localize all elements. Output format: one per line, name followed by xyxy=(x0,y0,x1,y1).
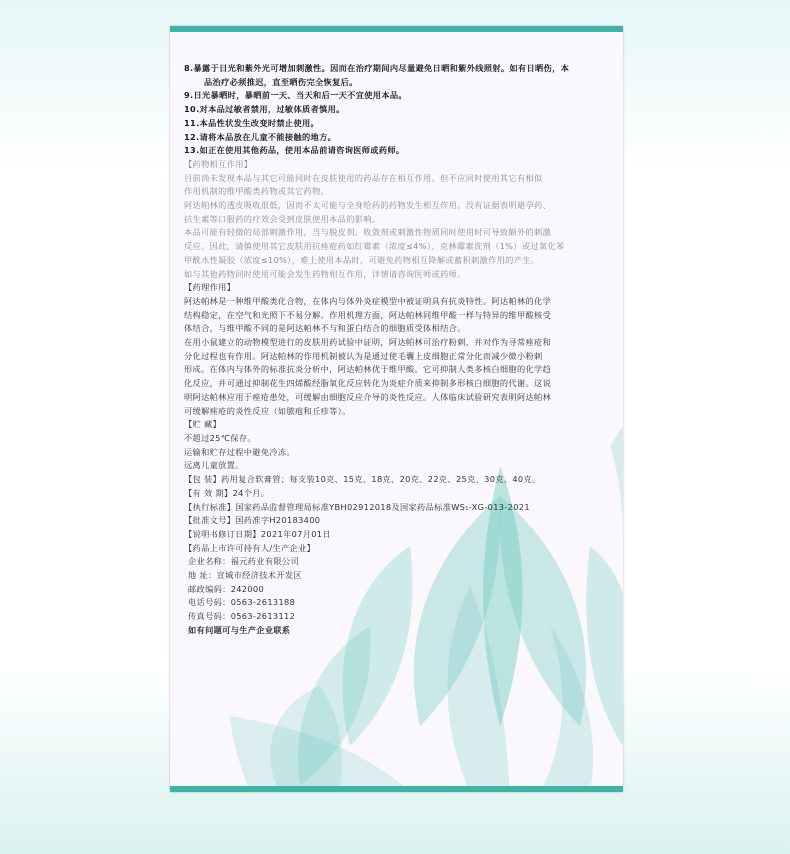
precaution-line: 品治疗必须推迟，直至晒伤完全恢复后。 xyxy=(204,76,358,87)
holder-line: 地 址：宣城市经济技术开发区 xyxy=(188,570,302,581)
leaflet-text xyxy=(184,62,616,638)
storage-section xyxy=(184,418,616,473)
holder-line: 企业名称：福元药业有限公司 xyxy=(188,556,299,567)
pharmacology-section xyxy=(184,281,616,418)
precaution-line: 12.请将本品放在儿童不能接触的地方。 xyxy=(184,131,337,142)
pharmacology-line: 化反应，并可通过抑制花生四烯酸经脂氧化反应转化为炎症介质来抑制多形核白细胞的代谢。这说 xyxy=(184,378,552,389)
interactions-line: 抗生素等口服药的疗效会受到皮肤使用本品的影响。 xyxy=(184,213,381,224)
precautions-list xyxy=(184,62,616,158)
pharmacology-line: 明阿达帕林应用于痤疮患处，可缓解由细胞反应介导的炎性反应。人体临床试验研究表明阿达帕林 xyxy=(184,391,552,402)
storage-line: 运输和贮存过程中避免冷冻。 xyxy=(184,446,295,457)
package-info: 【包 装】药用复合软膏管；每支装10克、15克、18克、20克、22克、25克、30克、40克。 xyxy=(184,474,541,485)
interactions-section xyxy=(184,158,616,281)
precaution-line: 8.暴露于日光和紫外光可增加刺激性。因而在治疗期间内尽量避免日晒和紫外线照射。如有日晒伤，本 xyxy=(184,63,570,73)
storage-line: 远离儿童放置。 xyxy=(184,460,244,471)
interactions-line: 本品可能有轻微的局部刺激作用，当与脱皮剂、收敛剂或刺激性物质同时使用时可导致额外的刺激 xyxy=(184,227,552,238)
pharmacology-line: 分化过程也有作用。阿达帕林的作用机制被认为是通过使毛囊上皮细胞正常分化而减少微小粉刺 xyxy=(184,350,543,361)
section-heading-storage: 【贮 藏】 xyxy=(184,419,222,430)
precaution-line: 9.日光暴晒时，暴晒前一天、当天和后一天不宜使用本品。 xyxy=(184,90,407,101)
pharmacology-line: 阿达帕林是一种维甲酸类化合物，在体内与体外炎症模型中被证明具有抗炎特性。阿达帕林的化学 xyxy=(184,295,552,306)
approval-number: 【批准文号】国药准字H20183400 xyxy=(184,515,321,526)
package-insert-leaflet xyxy=(170,26,623,792)
bottom-teal-band xyxy=(170,786,623,792)
interactions-line: 目前尚未发现本品与其它可能同时在皮肤使用的药品存在相互作用。但不应同时使用其它有相似 xyxy=(184,172,543,183)
holder-line: 传真号码：0563-2613112 xyxy=(188,611,296,622)
storage-line: 不超过25℃保存。 xyxy=(184,432,256,443)
pharmacology-line: 形成。在体内与体外的标准抗炎分析中，阿达帕林优于维甲酸。它可抑制人类多核白细胞的化学趋 xyxy=(184,364,552,375)
interactions-line: 甲酰水性凝胶（浓度≤10%），难上使用本品时，可避免药物相互降解或蓄积刺激作用的产生。 xyxy=(184,254,540,265)
validity-info: 【有 效 期】24个月。 xyxy=(184,487,270,498)
interactions-line: 反应。因此，请慎使用其它皮肤用抗痤疮药如红霉素（浓度≤4%）、克林霉素洗剂（1%）或过氧化苯 xyxy=(184,241,565,252)
section-heading-interactions: 【药物相互作用】 xyxy=(184,158,253,169)
interactions-line: 如与其他药物同时使用可能会发生药物相互作用，详情请咨询医师或药师。 xyxy=(184,268,466,279)
precaution-line: 11.本品性状发生改变时禁止使用。 xyxy=(184,117,320,128)
interactions-line: 阿达帕林的透皮吸收很低，因而不太可能与全身给药的药物发生相互作用。没有证据表明避孕药、 xyxy=(184,200,552,211)
pharmacology-line: 结构稳定，在空气和光照下不易分解。作用机理方面，阿达帕林同维甲酸一样与特异的维甲酸核受 xyxy=(184,309,552,320)
pharmacology-line: 在用小鼠建立的动物模型进行的皮肤用药试验中证明，阿达帕林可治疗粉刺，并对作为寻常痤疮和 xyxy=(184,337,552,348)
interactions-line: 作用机制的维甲酸类药物或其它药物。 xyxy=(184,186,330,197)
section-heading-pharmacology: 【药理作用】 xyxy=(184,282,236,293)
contact-note: 如有问题可与生产企业联系 xyxy=(188,624,291,635)
revision-date: 【说明书修订日期】2021年07月01日 xyxy=(184,528,331,539)
precaution-line: 13.如正在使用其他药品，使用本品前请咨询医师或药师。 xyxy=(184,145,405,156)
standard-info: 【执行标准】国家药品监督管理局标准YBH02912018及国家药品标准WS₁-XG-013-2021 xyxy=(184,501,530,512)
holder-line: 电话号码：0563-2613188 xyxy=(188,597,296,608)
section-heading-holder: 【药品上市许可持有人/生产企业】 xyxy=(184,542,316,553)
holder-section xyxy=(184,542,616,638)
holder-line: 邮政编码：242000 xyxy=(188,583,265,594)
pharmacology-line: 可缓解痤疮的炎性反应（如脓疱和丘疹等）。 xyxy=(184,405,351,416)
pharmacology-line: 体结合，与维甲酸不同的是阿达帕林不与和蛋白结合的细胞质受体相结合。 xyxy=(184,323,466,334)
precaution-line: 10.对本品过敏者禁用，过敏体质者慎用。 xyxy=(184,104,345,115)
